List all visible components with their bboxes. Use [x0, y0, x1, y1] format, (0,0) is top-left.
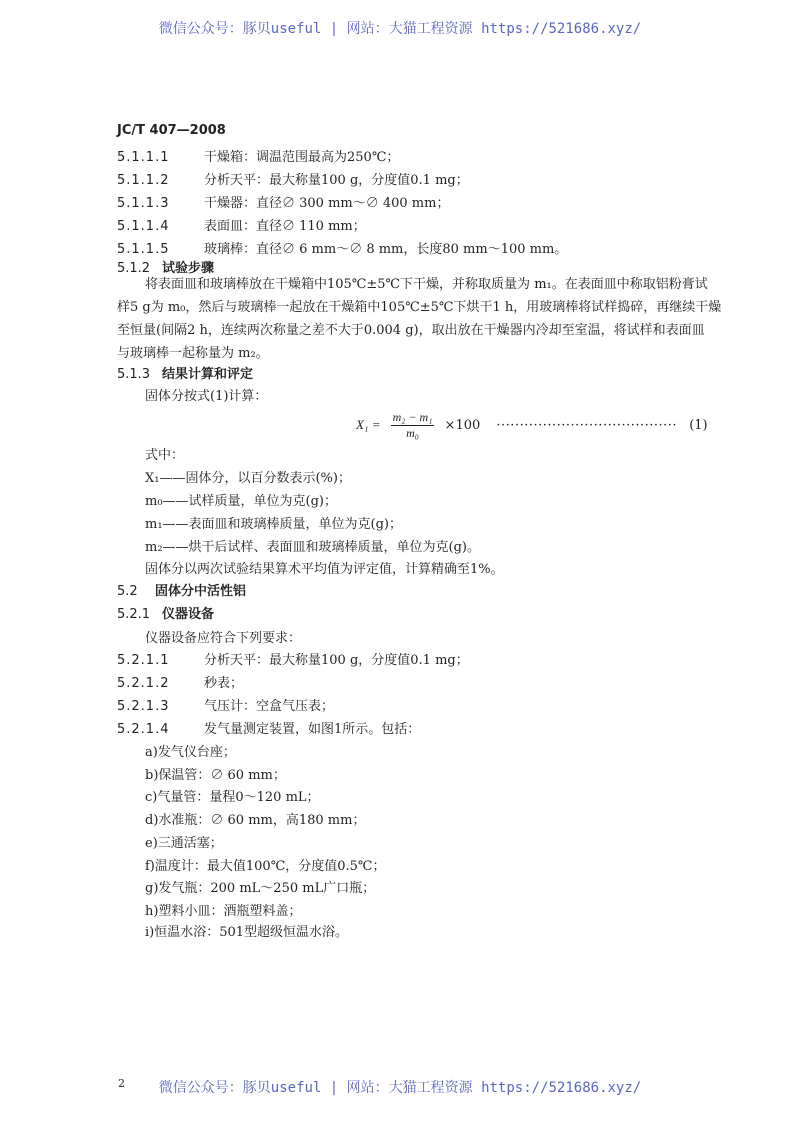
item-text: 分析天平：最大称量100 g，分度值0.1 mg； — [204, 173, 469, 188]
section-heading-5-2-1 — [117, 607, 214, 623]
sub-item: c)气量管：量程0～120 mL； — [145, 790, 320, 805]
item-text: 分析天平：最大称量100 g，分度值0.1 mg； — [204, 653, 469, 668]
item-number: 5.1.1.4 — [117, 219, 170, 234]
section-number: 5.2 — [117, 584, 138, 599]
section-number: 5.1.2 — [117, 261, 151, 276]
section-title: 试验步骤 — [162, 261, 215, 276]
sub-item: a)发气仪台座； — [145, 745, 236, 760]
paragraph-line: 将表面皿和玻璃棒放在干燥箱中105℃±5℃下干燥，并称取质量为 m₁。在表面皿中称取铝粉膏试 — [145, 277, 708, 292]
formula-denominator: m₀ — [406, 426, 419, 440]
item-text: 气压计：空盒气压表； — [204, 699, 335, 714]
formula — [356, 408, 708, 443]
conclusion: 固体分以两次试验结果算术平均值为评定值，计算精确至1%。 — [145, 562, 504, 577]
page-number: 2 — [118, 1077, 125, 1090]
section-title: 固体分中活性铝 — [155, 584, 247, 599]
sub-item: h)塑料小皿：酒瓶塑料盖； — [145, 904, 302, 919]
paragraph-line: 样5 g为 m₀，然后与玻璃棒一起放在干燥箱中105℃±5℃下烘干1 h，用玻璃棒将试样捣碎，再继续干燥 — [117, 300, 722, 315]
section-number: 5.1.3 — [117, 367, 151, 382]
item — [117, 219, 366, 235]
item-number: 5.2.1.3 — [117, 699, 170, 714]
sub-item: d)水准瓶：∅ 60 mm，高180 mm； — [145, 813, 366, 828]
item-text: 发气量测定装置，如图1所示。包括： — [204, 722, 421, 737]
formula-lhs: X₁ = — [356, 417, 381, 432]
sub-item: e)三通活塞； — [145, 836, 223, 851]
item-number: 5.1.1.1 — [117, 150, 170, 165]
item — [117, 173, 469, 189]
item — [117, 196, 449, 212]
sub-item: b)保温管：∅ 60 mm； — [145, 768, 286, 783]
section-intro: 仪器设备应符合下列要求： — [145, 631, 302, 646]
item-text: 秒表； — [204, 676, 244, 691]
item-text: 玻璃棒：直径∅ 6 mm～∅ 8 mm，长度80 mm～100 mm。 — [204, 242, 568, 257]
where-label: 式中： — [145, 448, 185, 463]
definition: m₀——试样质量，单位为克(g)； — [145, 494, 338, 509]
item-text: 表面皿：直径∅ 110 mm； — [204, 219, 366, 234]
equation-number: (1) — [689, 418, 708, 433]
section-title: 仪器设备 — [162, 607, 215, 622]
item-text: 干燥箱：调温范围最高为250℃； — [204, 150, 400, 165]
sub-item: g)发气瓶：200 mL～250 mL广口瓶； — [145, 881, 376, 896]
section-title: 结果计算和评定 — [162, 367, 254, 382]
paragraph-line: 与玻璃棒一起称量为 m₂。 — [117, 346, 269, 361]
document-header: JC/T 407—2008 — [117, 123, 226, 138]
sub-item: i)恒温水浴：501型超级恒温水浴。 — [145, 925, 349, 940]
item-number: 5.1.1.2 — [117, 173, 170, 188]
formula-numerator: m₂ − m₁ — [392, 410, 433, 424]
watermark-bottom: 微信公众号：豚贝useful | 网站：大猫工程资源 https://521686.xyz/ — [158, 1080, 642, 1096]
section-heading-5-2 — [117, 584, 246, 600]
formula-leader-dots: ······································· — [496, 418, 678, 433]
item — [117, 676, 243, 692]
paragraph-line: 至恒量(间隔2 h，连续两次称量之差不大于0.004 g)，取出放在干燥器内冷却至室温，将试样和表面皿 — [117, 323, 705, 338]
item — [117, 242, 567, 258]
sub-item: f)温度计：最大值100℃，分度值0.5℃； — [145, 859, 386, 874]
definition: m₁——表面皿和玻璃棒质量，单位为克(g)； — [145, 517, 403, 532]
item-number: 5.2.1.2 — [117, 676, 170, 691]
formula-rhs: ×100 — [444, 418, 481, 433]
definition: m₂——烘干后试样、表面皿和玻璃棒质量，单位为克(g)。 — [145, 540, 481, 555]
item — [117, 699, 334, 715]
section-number: 5.2.1 — [117, 607, 151, 622]
watermark-top: 微信公众号：豚贝useful | 网站：大猫工程资源 https://521686.xyz/ — [158, 21, 642, 37]
item-text: 干燥器：直径∅ 300 mm～∅ 400 mm； — [204, 196, 450, 211]
definition: X₁——固体分，以百分数表示(%)； — [145, 471, 351, 486]
item-number: 5.2.1.1 — [117, 653, 170, 668]
item-number: 5.1.1.5 — [117, 242, 170, 257]
item — [117, 653, 469, 669]
item — [117, 722, 420, 738]
formula-fraction — [391, 410, 435, 441]
item-number: 5.1.1.3 — [117, 196, 170, 211]
item-number: 5.2.1.4 — [117, 722, 170, 737]
section-heading-5-1-3 — [117, 367, 253, 383]
item — [117, 150, 399, 166]
formula-intro: 固体分按式(1)计算： — [145, 389, 268, 404]
section-heading-5-1-2 — [117, 261, 214, 277]
